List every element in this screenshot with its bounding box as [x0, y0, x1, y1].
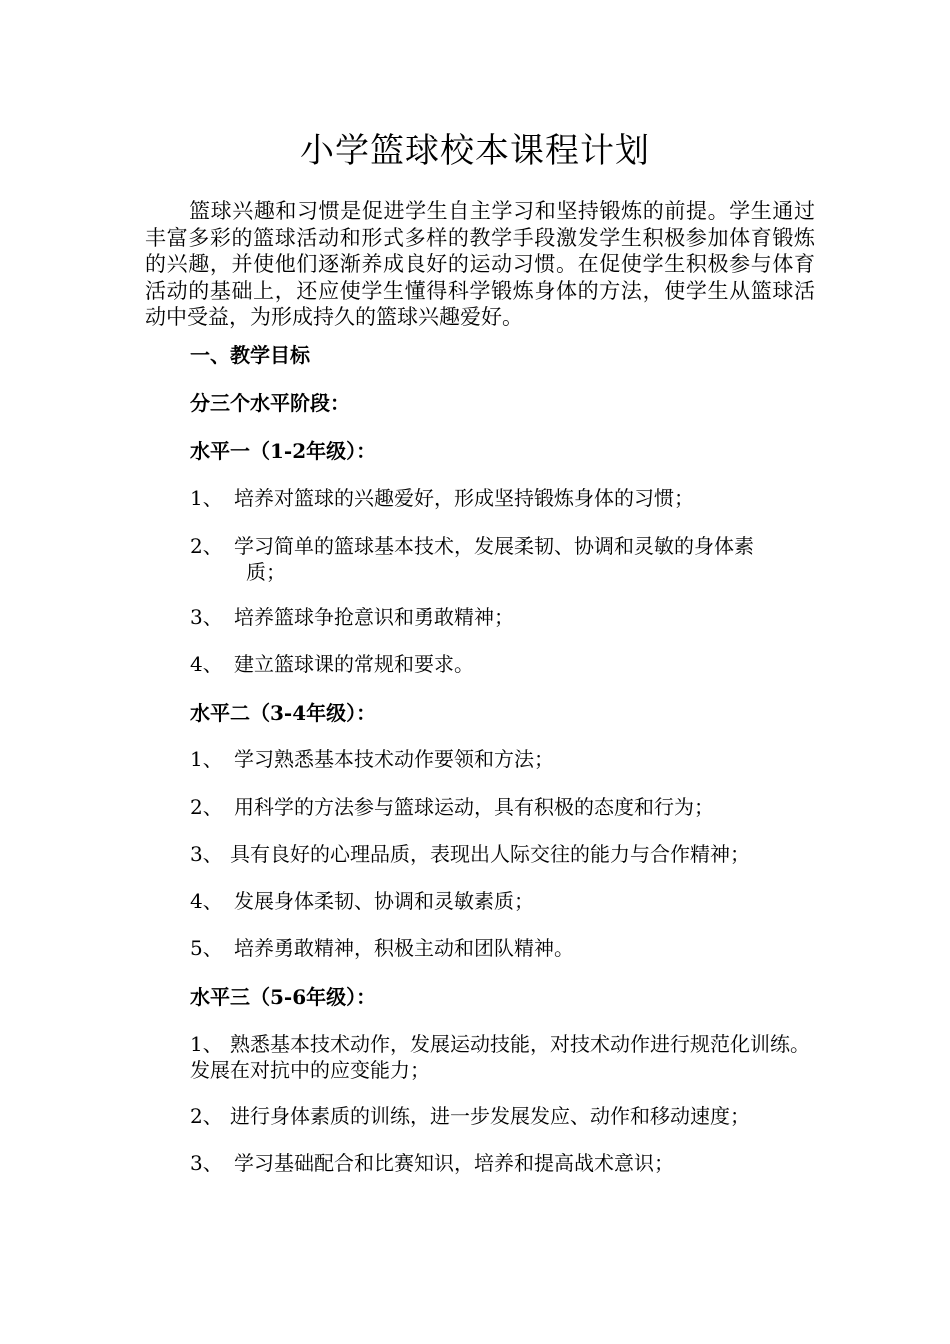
- item-number: 2、: [190, 1104, 223, 1128]
- item-text: 用科学的方法参与篮球运动，具有积极的态度和行为；: [234, 795, 714, 819]
- item-text: 进行身体素质的训练，进一步发展发应、动作和移动速度；: [230, 1104, 750, 1128]
- item-text: 培养勇敢精神，积极主动和团队精神。: [234, 936, 574, 960]
- level1-item-2: [190, 533, 810, 585]
- section-heading-teaching-goals: 一、教学目标: [190, 343, 310, 367]
- item-text: 学习熟悉基本技术动作要领和方法；: [234, 747, 554, 771]
- level2-item-4: [190, 888, 810, 914]
- level2-item-3: [190, 841, 815, 867]
- level1-heading: 水平一（1-2年级）：: [190, 439, 377, 463]
- item-text: 培养篮球争抢意识和勇敢精神；: [234, 605, 514, 629]
- item-text: 具有良好的心理品质，表现出人际交往的能力与合作精神；: [230, 842, 750, 866]
- item-number: 1、: [190, 747, 223, 771]
- level2-item-5: [190, 935, 810, 961]
- item-number: 2、: [190, 534, 223, 558]
- item-number: 3、: [190, 842, 223, 866]
- level1-item-3: [190, 604, 810, 630]
- level3-item-3: [190, 1150, 810, 1176]
- level3-item-2: [190, 1103, 815, 1129]
- item-text: 学习基础配合和比赛知识，培养和提高战术意识；: [234, 1151, 674, 1175]
- level1-item-4: [190, 651, 810, 677]
- level3-item-1: [190, 1031, 815, 1083]
- item-number: 5、: [190, 936, 223, 960]
- item-text: 培养对篮球的兴趣爱好，形成坚持锻炼身体的习惯；: [234, 486, 694, 510]
- level1-item-1: [190, 485, 810, 511]
- item-text: 熟悉基本技术动作，发展运动技能，对技术动作进行规范化训练。发展在对抗中的应变能力；: [190, 1032, 810, 1082]
- item-number: 2、: [190, 795, 223, 819]
- level3-heading: 水平三（5-6年级）：: [190, 985, 377, 1009]
- level2-item-2: [190, 794, 810, 820]
- item-text: 学习简单的篮球基本技术，发展柔韧、协调和灵敏的身体素: [234, 534, 754, 558]
- item-number: 3、: [190, 1151, 223, 1175]
- item-number: 4、: [190, 652, 223, 676]
- item-number: 1、: [190, 486, 223, 510]
- level2-item-1: [190, 746, 810, 772]
- intro-paragraph: 篮球兴趣和习惯是促进学生自主学习和坚持锻炼的前提。学生通过丰富多彩的篮球活动和形式多样的教学手段激发学生积极参加体育锻炼的兴趣，并使他们逐渐养成良好的运动习惯。在促使学生积极参与体育活动的基础上，还应使学生懂得科学锻炼身体的方法，使学生从篮球活动中受益，为形成持久的篮球兴趣爱好。: [145, 199, 815, 329]
- item-number: 1、: [190, 1032, 223, 1056]
- item-number: 3、: [190, 605, 223, 629]
- level2-heading: 水平二（3-4年级）：: [190, 701, 377, 725]
- item-text-continuation: 质；: [246, 560, 286, 584]
- item-text: 建立篮球课的常规和要求。: [234, 652, 474, 676]
- page-title: 小学篮球校本课程计划: [300, 131, 650, 171]
- item-number: 4、: [190, 889, 223, 913]
- item-text: 发展身体柔韧、协调和灵敏素质；: [234, 889, 534, 913]
- stages-heading: 分三个水平阶段：: [190, 391, 350, 415]
